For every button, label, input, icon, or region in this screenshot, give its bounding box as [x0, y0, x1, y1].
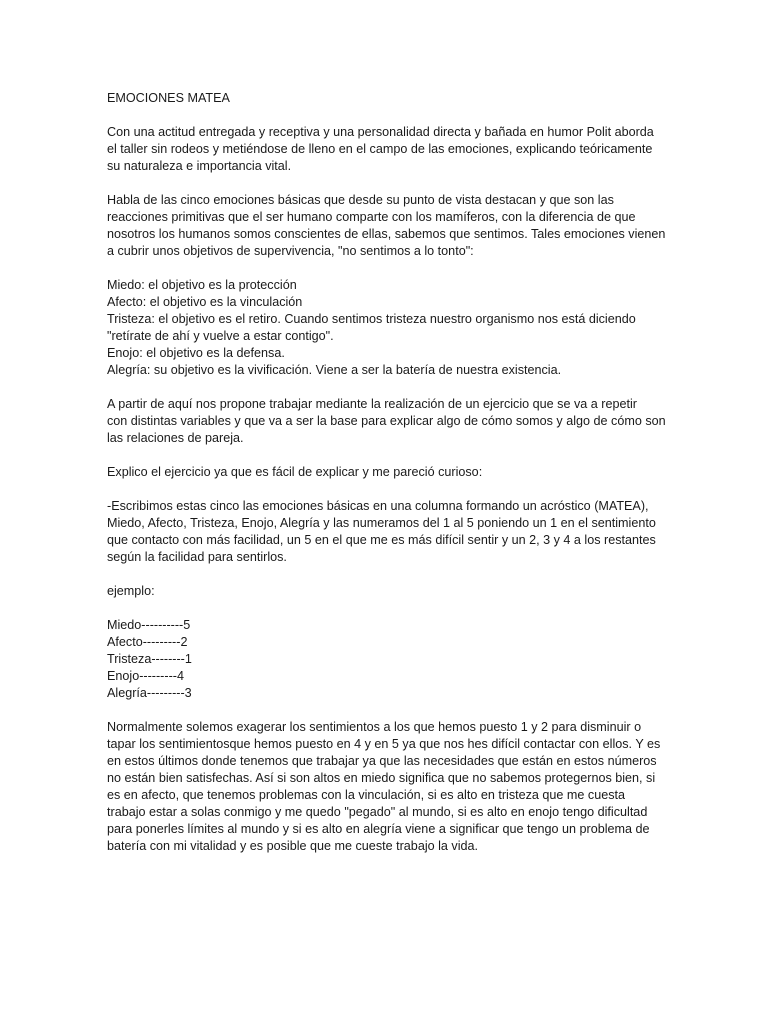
- paragraph: [107, 617, 667, 702]
- paragraph: [107, 719, 667, 855]
- document-page: [107, 90, 667, 872]
- paragraph: [107, 498, 667, 566]
- text-line: a cubrir unos objetivos de supervivencia, "no sentimos a lo tonto":: [107, 244, 474, 258]
- document-body: [107, 124, 667, 855]
- text-line: Habla de las cinco emociones básicas que desde su punto de vista destacan y que son las: [107, 193, 614, 207]
- text-line: reacciones primitivas que el ser humano comparte con los mamíferos, con la diferencia de que: [107, 210, 636, 224]
- text-line: Tristeza: el objetivo es el retiro. Cuando sentimos tristeza nuestro organismo nos está diciendo: [107, 312, 636, 326]
- paragraph: [107, 396, 667, 447]
- text-line: Alegría---------3: [107, 686, 192, 700]
- text-line: las relaciones de pareja.: [107, 431, 244, 445]
- text-line: en estos últimos donde tenemos que trabajar ya que las necesidades que están en estos números: [107, 754, 657, 768]
- text-line: Afecto: el objetivo es la vinculación: [107, 295, 303, 309]
- paragraph: [107, 464, 667, 481]
- text-line: el taller sin rodeos y metiéndose de lleno en el campo de las emociones, explicando teóricamente: [107, 142, 653, 156]
- text-line: Miedo: el objetivo es la protección: [107, 278, 297, 292]
- text-line: ejemplo:: [107, 584, 155, 598]
- paragraph: [107, 192, 667, 260]
- text-line: trabajo estar a solas conmigo y me quedo "pegado" al mundo, si es alto en enojo tengo dificultad: [107, 805, 648, 819]
- document-title: EMOCIONES MATEA: [107, 91, 230, 105]
- text-line: Alegría: su objetivo es la vivificación. Viene a ser la batería de nuestra existencia.: [107, 363, 562, 377]
- text-line: según la facilidad para sentirlos.: [107, 550, 287, 564]
- text-line: Enojo: el objetivo es la defensa.: [107, 346, 285, 360]
- text-line: tapar los sentimientosque hemos puesto en 4 y en 5 ya que nos hes difícil contactar con ellos. Y es: [107, 737, 661, 751]
- text-line: Explico el ejercicio ya que es fácil de explicar y me pareció curioso:: [107, 465, 483, 479]
- text-line: que contacto con más facilidad, un 5 en el que me es más difícil sentir y un 2, 3 y 4 a los restantes: [107, 533, 656, 547]
- text-line: batería con mi vitalidad y es posible que me cueste trabajo la vida.: [107, 839, 479, 853]
- text-line: "retírate de ahí y vuelve a estar contigo".: [107, 329, 334, 343]
- text-line: Afecto---------2: [107, 635, 188, 649]
- text-line: con distintas variables y que va a ser la base para explicar algo de cómo somos y algo de cómo son: [107, 414, 666, 428]
- text-line: su naturaleza e importancia vital.: [107, 159, 292, 173]
- text-line: no están bien satisfechas. Así si son altos en miedo significa que no sabemos protegernos bien, si: [107, 771, 656, 785]
- text-line: para ponerles límites al mundo y si es alto en alegría viene a significar que tengo un problema de: [107, 822, 650, 836]
- text-line: -Escribimos estas cinco las emociones básicas en una columna formando un acróstico (MATEA),: [107, 499, 649, 513]
- text-line: Tristeza--------1: [107, 652, 192, 666]
- text-line: A partir de aquí nos propone trabajar mediante la realización de un ejercicio que se va a repetir: [107, 397, 637, 411]
- text-line: Con una actitud entregada y receptiva y una personalidad directa y bañada en humor Polit aborda: [107, 125, 654, 139]
- text-line: es en afecto, que tenemos problemas con la vinculación, si es alto en tristeza que me cuesta: [107, 788, 626, 802]
- paragraph: [107, 277, 667, 379]
- text-line: Miedo----------5: [107, 618, 191, 632]
- text-line: Miedo, Afecto, Tristeza, Enojo, Alegría y las numeramos del 1 al 5 poniendo un 1 en el sentimiento: [107, 516, 656, 530]
- text-line: Enojo---------4: [107, 669, 184, 683]
- text-line: nosotros los humanos somos conscientes de ellas, sabemos que sentimos. Tales emociones vienen: [107, 227, 666, 241]
- paragraph: [107, 583, 667, 600]
- text-line: Normalmente solemos exagerar los sentimientos a los que hemos puesto 1 y 2 para disminuir o: [107, 720, 642, 734]
- paragraph: [107, 124, 667, 175]
